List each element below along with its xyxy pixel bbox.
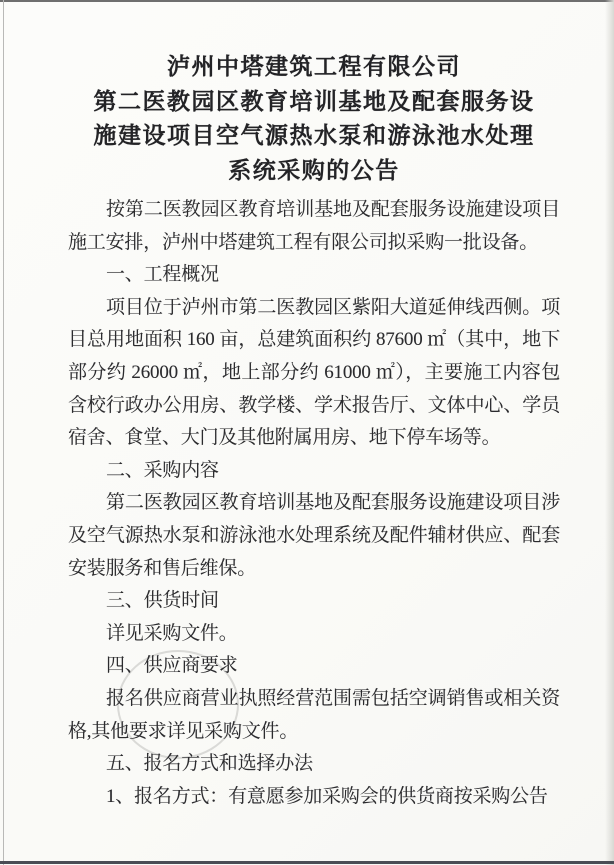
scan-edge-top (0, 0, 614, 2)
document-title-line-1: 泸州中塔建筑工程有限公司 (167, 54, 461, 79)
section-1-paragraph: 项目位于泸州市第二医教园区紫阳大道延伸线西侧。项目总用地面积 160 亩，总建筑面积约 87600 ㎡（其中，地下部分约 26000 ㎡，地上部分约 61000 ㎡），主要施工内容包含校行政办公用房、教学楼、学术报告厅、文体中心、学员宿舍、食堂、大门及其他附属用房、地下停车场等。 (68, 296, 560, 449)
document-title-line-3: 施建设项目空气源热水泵和游泳池水处理 (93, 123, 535, 148)
section-5-heading: 五、报名方式和选择办法 (106, 753, 313, 775)
document-body (68, 194, 560, 813)
section-3-paragraph: 详见采购文件。 (106, 622, 238, 644)
section-2-heading: 二、采购内容 (106, 459, 219, 481)
section-1-heading: 一、工程概况 (106, 264, 219, 286)
section-4-paragraph: 报名供应商营业执照经营范围需包括空调销售或相关资格,其他要求详见采购文件。 (68, 687, 560, 742)
scan-edge-bottom (0, 861, 614, 864)
scan-edge-right (605, 0, 614, 865)
document-title-line-2: 第二医教园区教育培训基地及配套服务设 (93, 88, 535, 114)
section-5-paragraph: 1、报名方式：有意愿参加采购会的供货商按采购公告 (106, 785, 548, 807)
section-2-paragraph: 第二医教园区教育培训基地及配套服务设施建设项目涉及空气源热水泵和游泳池水处理系统及配件辅材供应、配套安装服务和售后维保。 (68, 492, 560, 579)
section-4-heading: 四、供应商要求 (106, 655, 238, 677)
document-content (68, 50, 560, 813)
scan-edge-left (3, 0, 4, 865)
document-title-line-4: 系统采购的公告 (228, 157, 400, 183)
document-title (68, 50, 560, 188)
section-3-heading: 三、供货时间 (106, 590, 219, 612)
intro-paragraph: 按第二医教园区教育培训基地及配套服务设施建设项目施工安排，泸州中塔建筑工程有限公司拟采购一批设备。 (68, 199, 560, 253)
